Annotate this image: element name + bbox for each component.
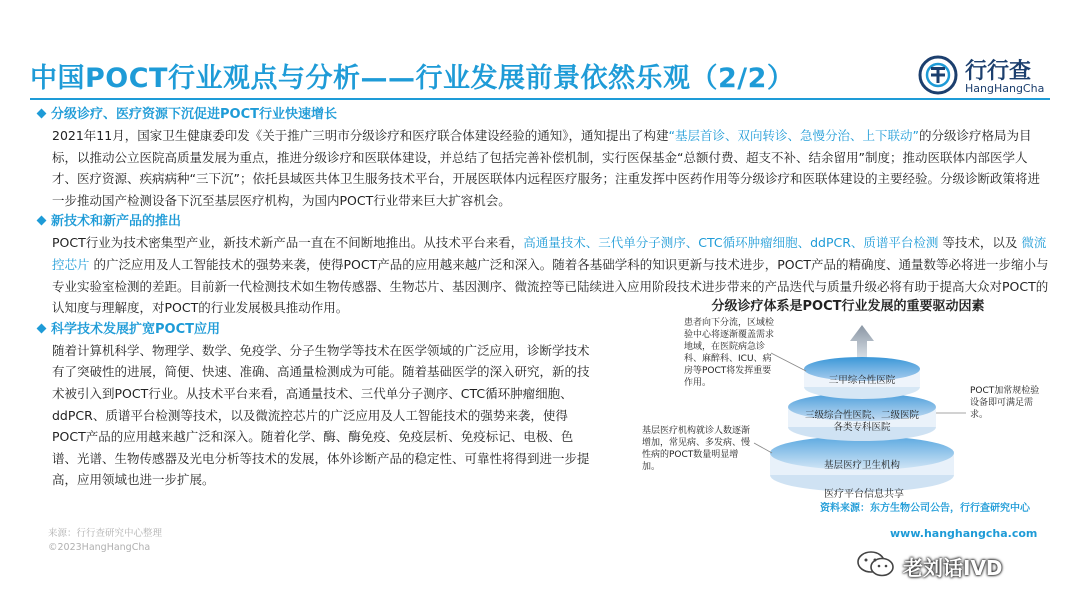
diagram-source: 资料来源：东方生物公司公告，行行查研究中心: [820, 503, 1030, 514]
diamond-bullet-icon: [37, 216, 47, 226]
paragraph-text: 2021年11月，国家卫生健康委印发《关于推广三明市分级诊疗和医疗联合体建设经验的通知》，通知提出了构建: [52, 128, 669, 143]
wechat-icon: [855, 549, 897, 579]
watermark: [855, 549, 1055, 581]
highlighted-text: 高通量技术、三代单分子测序、CTC循环肿瘤细胞、ddPCR、质谱平台检测: [523, 235, 939, 251]
section-heading-2: [38, 211, 1036, 232]
section-paragraph-1: [52, 125, 1050, 211]
tier-diagram: [636, 293, 1060, 518]
section-heading-1: [38, 104, 1036, 125]
note-right: POCT加常规检验设备即可满足需求。: [970, 386, 1040, 420]
footer-copyright: ©2023HangHangCha: [48, 542, 151, 553]
paragraph-text: 的广泛应用及人工智能技术的强势来袭，使得POCT产品的应用越来越广泛和深入。随着各基础学科的知识更新与技术进步，POCT产品的精确度、通量数等必将进一步缩小与专业实验室检测的差距。目前新一代检测技术如生物传感器、生物芯片、基因测序、微流控等已陆续进入应用阶段技术进步带来的产品迭代与质量升级必将有助于提高大众对POCT的认知度与理解度，对POCT的行业发展极具推动作用。: [52, 256, 1049, 316]
platform-label: 医疗平台信息共享: [824, 489, 904, 500]
logo-subtitle: HangHangCha: [965, 82, 1045, 95]
highlighted-text: “基层首诊、双向转诊、急慢分治、上下联动”: [668, 128, 919, 143]
paragraph-text: POCT行业为技术密集型产业，新技术新产品一直在不间断地推出。从技术平台来看，: [52, 235, 524, 251]
tier-top-label: 三甲综合性医院: [828, 375, 896, 386]
tier-mid-label-1: 三级综合性医院、二级医院: [804, 410, 919, 421]
title-divider: [30, 98, 1050, 100]
diagram-title: 分级诊疗体系是POCT行业发展的重要驱动因素: [711, 299, 985, 314]
paragraph-text: 随着计算机科学、物理学、数学、免疫学、分子生物学等技术在医学领域的广泛应用，诊断学技术有了突破性的进展，简便、快速、准确、高通量检测成为可能。随着基础医学的深入研究，新的技术被引入到POCT行业。从技术平台来看，高通量技术、三代单分子测序、CTC循环肿瘤细胞、ddPCR、质谱平台检测等技术，以及微流控芯片的广泛应用及人工智能技术的强势来袭，使得POCT产品的应用越来越广泛和深入。随着化学、酶、酶免疫、免疫层析、免疫标记、电极、色谱、光谱、生物传感器及光电分析等技术的发展，体外诊断产品的稳定性、可靠性将得到进一步提高，应用领域也进一步扩展。: [52, 342, 590, 488]
logo-icon: [917, 54, 959, 96]
paragraph-text: 等技术，以及: [938, 235, 1022, 251]
connector-line: [754, 443, 772, 453]
section-heading-text: 新技术和新产品的推出: [51, 214, 182, 230]
note-left: 基层医疗机构就诊人数逐渐增加，常见病、多发病、慢性病的POCT数量明显增加。: [642, 426, 751, 472]
section-heading-text: 分级诊疗、医疗资源下沉促进POCT行业快速增长: [51, 107, 337, 122]
watermark-text: 老刘话IVD: [903, 556, 1003, 580]
footer-source: [48, 527, 162, 555]
diamond-bullet-icon: [37, 109, 47, 119]
footer-source-text: 来源：行行查研究中心整理: [48, 528, 163, 539]
highlighted-text: 微流控芯片: [52, 235, 1047, 272]
brand-logo: [917, 54, 1047, 98]
section-heading-text: 科学技术发展扩宽POCT应用: [51, 321, 220, 337]
logo-name: 行行查: [965, 59, 1032, 84]
footer-url[interactable]: www.hanghangcha.com: [890, 527, 1038, 540]
paragraph-text: 的分级诊疗格局为目标，以推动公立医院高质量发展为重点，推进分级诊疗和医联体建设，并总结了包括完善补偿机制，实行医保基金“总额付费、超支不补、结余留用”制度；推动医联体内部医学人才、医疗资源、疾病病种“三下沉”；依托县域医共体卫生服务技术平台，开展医联体内远程医疗服务；注重发挥中医药作用等分级诊疗和医联体建设的主要经验。分级诊断政策将进一步推动国产检测设备下沉至基层医疗机构，为国内POCT行业带来巨大扩容机会。: [52, 128, 1040, 208]
tier-mid-label-2: 各类专科医院: [833, 422, 891, 433]
diamond-bullet-icon: [37, 323, 47, 333]
note-top: 患者向下分流，区域检验中心将逐渐覆盖需求地域，在医院病急诊科、麻醉科、ICU、病房等POCT将发挥重要作用。: [684, 318, 775, 388]
page-title: 中国POCT行业观点与分析——行业发展前景依然乐观（2/2）: [30, 63, 795, 94]
tier-bottom-label: 基层医疗卫生机构: [823, 460, 900, 471]
section-paragraph-3: [52, 340, 592, 491]
